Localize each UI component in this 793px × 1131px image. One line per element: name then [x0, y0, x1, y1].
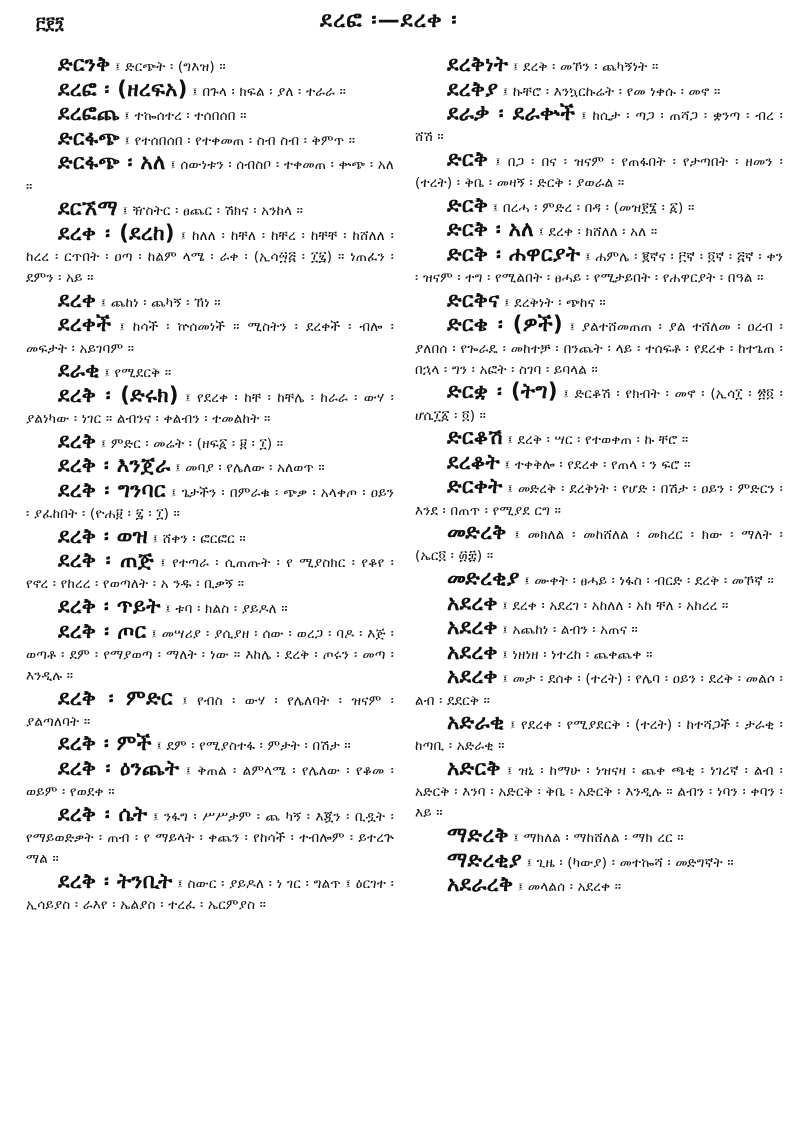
entry-headword: ደረቅ ፡ ጦር [58, 618, 147, 643]
entry-headword: ድርቄ ፡ (ዎች) [447, 312, 563, 337]
dictionary-entry [26, 455, 394, 479]
dictionary-entry [26, 220, 394, 290]
entry-definition: ፤ ሙቀት ፡ ፀሓይ ፡ ነፋስ ፡ ብርድ ፡ ደረቅ ፡ መኾኛ ። [524, 572, 775, 589]
entry-headword: ድርቆሽ [447, 425, 503, 450]
entry-definition: ፤ መድረቅ ፡ ደረቅነት ፡ የሆድ ፡ በሽታ ፡ ዐይን ፡ ምድርን ፡ እንደ ፡ በጠጥ ፡ የሚያደ ርግ ። [415, 481, 783, 519]
entry-headword: አደረቀ [447, 664, 498, 689]
dictionary-entry [26, 54, 394, 78]
entry-headword: ማድረቂያ [447, 847, 522, 872]
entry-headword: ደረቅ ፡ እንጀራ [58, 453, 171, 478]
entry-definition: ፤ ዝኒ ፡ ከማሁ ፡ ነዝናዛ ፡ ጨቀ ጫቂ ፡ ነገረኛ ፡ ልብ ፡ አድርቅ ፡ እንባ ፡ አድርቅ ፡ ቅቤ ፡ አድርቅ ፡ እንዲሉ ። ልብን ፡ ነባን ፡ ቀባን ፡ እይ ። [415, 762, 783, 822]
entry-headword: ደረቅ ፡ (ድሩክ) [58, 382, 179, 407]
entry-headword: አደረቀ [447, 590, 498, 615]
dictionary-entry [26, 287, 394, 314]
dictionary-entry [26, 198, 394, 222]
dictionary-entry [415, 146, 783, 194]
entry-definition: ፤ ሸቀን ፡ ፎርፎር ። [152, 530, 246, 547]
dictionary-entry [415, 241, 783, 289]
entry-definition: ፤ ማክለል ፡ ማከሸለል ፡ ማክ ረር ። [513, 829, 684, 846]
entry-headword: ድርፋጭ ፡ አለ [58, 150, 166, 175]
dictionary-entry [26, 868, 394, 916]
entry-definition: ፤ ዥስትር ፡ ፀጨር ፡ ሽክና ፡ አንከላ ። [122, 203, 304, 220]
dictionary-entry [415, 76, 783, 103]
entry-definition: ፤ ጊዜ ፡ (ካውያ) ፡ መተኰሻ ፡ መድግኛት ። [526, 854, 734, 871]
entry-definition: ፤ ደም ፡ የሚያስተፋ ፡ ምታት ፡ በሽታ ። [156, 738, 351, 755]
entry-headword: ደረቅ ፡ ምች [58, 731, 152, 756]
entry-definition: ፤ ደረቅ ፡ መኾን ፡ ጨካኝነት ። [512, 59, 659, 75]
dictionary-entry [26, 360, 394, 384]
entry-headword: ደረቅ ፡ ምድር [58, 685, 173, 710]
dictionary-entry [26, 755, 394, 803]
page-number: ፫፻፺ [36, 14, 64, 34]
entry-headword: ድርፋጭ [58, 125, 120, 150]
entry-headword: ድርንቅ [58, 54, 111, 76]
dictionary-entry [26, 550, 394, 595]
entry-definition: ፤ ቅጠል ፡ ልምላሜ ፡ የሌለው ፡ የቆመ ፡ ወይም ፡ የወደቀ ። [26, 762, 394, 801]
entry-headword: ደረቅ ፡ ጥይት [58, 593, 161, 618]
entry-headword: ደረፎ ፡ (ዘረፍአ) [58, 76, 188, 101]
entry-headword: ድርቅ [447, 146, 489, 171]
dictionary-entry [415, 192, 783, 219]
entry-headword: ደርኧማ [58, 196, 118, 221]
entry-headword: ድርቅ ፡ ሐዋርያት [447, 241, 581, 266]
dictionary-entry [26, 593, 394, 620]
entry-definition: ፤ በረሓ ፡ ምድረ ፡ በዳ ፡ (መዝ፻፮ ፡ ፩) ። [492, 199, 695, 216]
entry-definition: ፤ ጌታችን ፡ በምራቁ ፡ ጭቃ ፡ አላቀጦ ፡ ዐይን ፡ ያፈከበት ፡ (ዮሐ፱ ፡ ፯ ፡ ፲) ። [26, 484, 394, 522]
entry-definition: ፤ ምድር ፡ መሬት ፡ (ዘፍ፩ ፡ ፱ ፡ ፲) ። [100, 435, 284, 452]
dictionary-entry [415, 874, 783, 898]
page-header [0, 8, 793, 42]
entry-definition: ፤ መሣሪያ ፡ ያሲያዘ ፡ ሰው ፡ ወረጋ ፡ ባዶ ፡ እጅ ፡ ወጣቶ ፡ ደም ፡ የማያወጣ ፡ ማለት ፡ ነው ። እከሌ ፡ ደረቅ ፡ ጦሩን ፡ መጣ ፡ እንዲሉ ። [26, 625, 394, 684]
dictionary-entry [415, 590, 783, 617]
entry-headword: መድረቂያ [447, 565, 520, 590]
entry-headword: አደረቀ [447, 615, 498, 640]
dictionary-entry [415, 617, 783, 641]
dictionary-entry [26, 477, 394, 525]
entry-headword: መድረቅ [447, 520, 507, 545]
left-column [26, 54, 394, 1131]
entry-definition: ፤ ከለለ ፡ ከቸለ ፡ ከቸረ ፡ ከቸቸ ፡ ከሸለለ ፡ ከረረ ፡ ርጥበት ፡ ዐጣ ፡ ከልም ላሜ ፡ ራቀ ፡ (ኢሳ፵፭ ፡ ፲፯) ። ነጠፈን ፡ ደምን ፡ አይ ። [26, 227, 394, 287]
entry-definition: ፤ ነዘነዘ ፡ ነተረከ ፡ ጨቀጨቀ ። [502, 646, 653, 663]
entry-headword: ደረፎጨ [58, 101, 120, 126]
dictionary-entry [415, 449, 783, 476]
entry-headword: ደረቅ ፡ ትንቢት [58, 868, 173, 893]
dictionary-entry [26, 685, 394, 733]
entry-headword: ደራቃ ፡ ደራቍች [447, 101, 576, 126]
entry-definition: ፤ ከሳች ፡ ኵሰመነች ። ሚስትን ፡ ደረቀች ፡ ብሎ ፡ መፍታት ፡ አይገባም ። [26, 319, 394, 357]
entry-definition: ፤ በጋ ፡ በና ፡ ዝናም ፡ የጠፋበት ፡ የታጣበት ፡ ዘመን ፡ (ተረት) ፡ ቅቤ ፡ መዛኝ ፡ ድርቅ ፡ ያወራል ። [415, 153, 783, 192]
dictionary-entry [415, 522, 783, 567]
entry-definition: ፤ ድርጭት ፡ (ግእዝ) ። [114, 59, 226, 75]
entry-definition: ፤ ንፋግ ፡ ሥሥታም ፡ ጨ ካኝ ፡ እጇን ፡ ቢዷት ፡ የማይወድቃት ፡ ጠብ ፡ የ ማይላት ፡ ቀጨን ፡ የከሳች ፡ ተብሎም ፡ ይተረጕ ማል ። [26, 808, 394, 868]
entry-definition: ፤ ጨከነ ፡ ጨካኝ ፡ ኸነ ። [100, 294, 221, 311]
entry-definition: ፤ ደረቀ ፡ ክሸለለ ፡ አለ ። [538, 224, 658, 241]
dictionary-entry [415, 427, 783, 451]
entry-headword: አድራቂ [447, 710, 505, 735]
entry-definition: ፤ አጨከነ ፡ ልብን ፡ አጠና ። [502, 622, 639, 639]
entry-headword: አደራረቅ [447, 872, 514, 897]
entry-definition: ፤ ደረቅ ፡ ሣር ፡ የተወቀጠ ፡ ኩ ቸሮ ። [507, 432, 689, 449]
dictionary-entry [415, 381, 783, 426]
entry-headword: ድርቋ ፡ (ትግ) [447, 379, 558, 404]
dictionary-entry [26, 618, 394, 688]
dictionary-entry [26, 125, 394, 152]
entry-definition: ፤ ተኰሰተረ ፡ ተሰበሰበ ። [124, 108, 247, 125]
dictionary-entry [26, 801, 394, 871]
entry-headword: ድርቅና [447, 287, 500, 312]
entry-headword: ደረቆት [447, 449, 500, 474]
entry-definition: ፤ ቱባ ፡ ክልስ ፡ ያይዶለ ። [165, 600, 288, 617]
entry-definition: ፤ መታ ፡ ደሰቀ ፡ (ተረት) ፡ የሌባ ፡ ዐይን ፡ ደረቅ ፡ መልሶ ፡ ልብ ፡ ደደርቅ ። [415, 671, 783, 709]
entry-headword: ደረቅ ፡ ወዝ [58, 523, 148, 548]
entry-headword: ድርቅ ፡ አለ [447, 217, 534, 242]
entry-definition: ፤ የደረቀ ፡ የሚያደርቅ ፡ (ተረት) ፡ ከተሻጋች ፡ ታራቂ ፡ ከጣቢ ፡ አድራቂ ። [415, 717, 783, 755]
dictionary-entry [26, 733, 394, 757]
entry-definition: ፤ የተሰበሰበ ፡ የተቀመጠ ፡ ስብ ስብ ፡ ቅምጥ ። [124, 132, 356, 149]
entry-headword: ደረቅ ፡ ሴት [58, 801, 148, 826]
entry-definition: ፤ የደረቀ ፡ ከቸ ፡ ከቸሌ ፡ ከራራ ፡ ውሃ ፡ ያልነካው ፡ ነገር ። ልብንና ፡ ቀልብን ፡ ተመልከት ። [26, 389, 394, 427]
entry-definition: ፤ ሰውነቱን ፡ ሰብስቦ ፡ ተቀመጠ ፡ ቍጭ ፡ አለ ። [26, 157, 394, 195]
entry-definition: ፤ የሚደርቅ ። [104, 365, 172, 382]
dictionary-entry [415, 666, 783, 711]
dictionary-entry [415, 476, 783, 521]
entry-headword: ደረቅ ፡ ግንባር [58, 477, 166, 502]
dictionary-entry [26, 428, 394, 455]
entry-definition: ፤ ድርቆሽ ፡ የክብት ፡ መኖ ፡ (ኢሳ፲ ፡ ፳፬ ፡ ሆሴ፲፩ ፡ ፬) ። [415, 386, 783, 424]
entry-definition: ፤ በጉላ ፡ ክፍል ፡ ያለ ፡ ተራራ ። [192, 83, 347, 100]
entry-headword: ደራቂ [58, 358, 100, 383]
entry-headword: ድርቀት [447, 474, 503, 499]
entry-definition: ፤ የተጣራ ፡ ሲጠጡት ፡ የ ሚያስክር ፡ የቆየ ፡ የኖረ ፡ የከረረ ፡ የወጣለት ፡ አ ንዱ ፡ ቢቃኝ ። [26, 555, 394, 593]
dictionary-entry [415, 219, 783, 243]
entry-headword: ደረቅያ [447, 76, 499, 101]
entry-headword: ደረቅ ፡ ጠጅ [58, 548, 154, 573]
entry-definition: ፤ መላልሰ ፡ አደረቀ ። [517, 879, 622, 896]
entry-definition: ፤ ተቀቅሎ ፡ የደረቀ ፡ የጠላ ፡ ን ፍሮ ። [504, 456, 691, 473]
dictionary-entry [415, 822, 783, 849]
entry-headword: ደረቅ [58, 428, 97, 453]
entry-headword: አደረቀ [447, 639, 498, 664]
dictionary-entry [415, 565, 783, 592]
dictionary-entry [26, 314, 394, 359]
right-column [415, 54, 783, 1131]
entry-definition: ፤ ደረቀ ፡ አደረገ ፡ አከለለ ፡ አከ ቸለ ፡ አከረረ ። [502, 597, 729, 614]
entry-headword: ደረቀች [58, 312, 112, 337]
entry-definition: ፤ የብስ ፡ ውሃ ፡ የሌለባት ፡ ዝናም ፡ ያልጣለባት ። [26, 692, 394, 730]
dictionary-entry [415, 54, 783, 78]
dictionary-entry [415, 639, 783, 666]
entry-headword: ደረቅነት [447, 54, 509, 76]
dictionary-entry [26, 523, 394, 550]
entry-definition: ፤ ያልተሸመጠጠ ፡ ያል ተሸለመ ፡ ዐረብ ፡ ያለበሰ ፡ የጐራዴ ፡ መከተቻ ፡ በንጨት ፡ ላይ ፡ ተሰፍቶ ፡ የደረቀ ፡ ከተጌጠ ፡ በኋላ ፡ ግን ፡ አፎት ፡ ስገባ ፡ ይባላል ። [415, 319, 783, 378]
entry-headword: ደረቀ [58, 287, 97, 312]
entry-headword: ደረቀ ፡ (ደረከ) [58, 220, 175, 245]
entry-definition: ፤ ሐምሌ ፡ ፪ኛና ፡ ፫ኛ ፡ ፬ኛ ፡ ፭ኛ ፡ ቀን ፡ ዝናም ፡ ተግ ፡ የሚልበት ፡ ፀሓይ ፡ የሚታይበት ፡ የሐዋርያት ፡ በዓል ። [415, 248, 783, 287]
entry-definition: ፤ ስውር ፡ ያይዶለ ፡ ነ ገር ፡ ግልጥ ፤ ዕርገተ ፡ ኢሳይያስ ፡ ራእየ ፡ ኤልያስ ፡ ተረፈ ፡ ኤርምያስ ። [26, 875, 394, 913]
entry-headword: ማድረቅ [447, 822, 509, 847]
dictionary-entry [415, 712, 783, 757]
dictionary-entry [26, 152, 394, 197]
entry-definition: ፤ ደረቅነት ፡ ጭከና ። [504, 294, 606, 311]
running-head: ደረፎ ፡—ደረቀ ፡ [320, 8, 458, 33]
entry-headword: ደረቅ ፡ ዕንጨት [58, 755, 180, 780]
dictionary-entry [415, 287, 783, 314]
entry-definition: ፤ መክለል ፡ መከሸለል ፡ መክረር ፡ ክው ፡ ማለት ፡ (ኤር፬ ፡ ፴፰) ። [415, 527, 783, 565]
entry-headword: አድርቅ [447, 755, 501, 780]
entry-definition: ፤ ከሲታ ፡ ጣጋ ፡ ጠሻጋ ፡ ቋንጣ ፡ ብረ ፡ ሸሽ ። [415, 108, 783, 146]
dictionary-entry [415, 755, 783, 825]
entry-definition: ፤ ኩቸሮ ፡ እንኳርኩሬት ፡ የመ ነቀሱ ፡ መኖ ። [502, 83, 721, 100]
dictionary-entry [415, 314, 783, 381]
dictionary-entry [26, 103, 394, 127]
dictionary-entry [415, 847, 783, 874]
entry-definition: ፤ መባያ ፡ የሌለው ፡ አለወጥ ። [175, 460, 325, 477]
entry-headword: ድርቅ [447, 192, 489, 217]
dictionary-entry [26, 382, 394, 430]
dictionary-entry [26, 76, 394, 103]
dictionary-entry [415, 103, 783, 148]
